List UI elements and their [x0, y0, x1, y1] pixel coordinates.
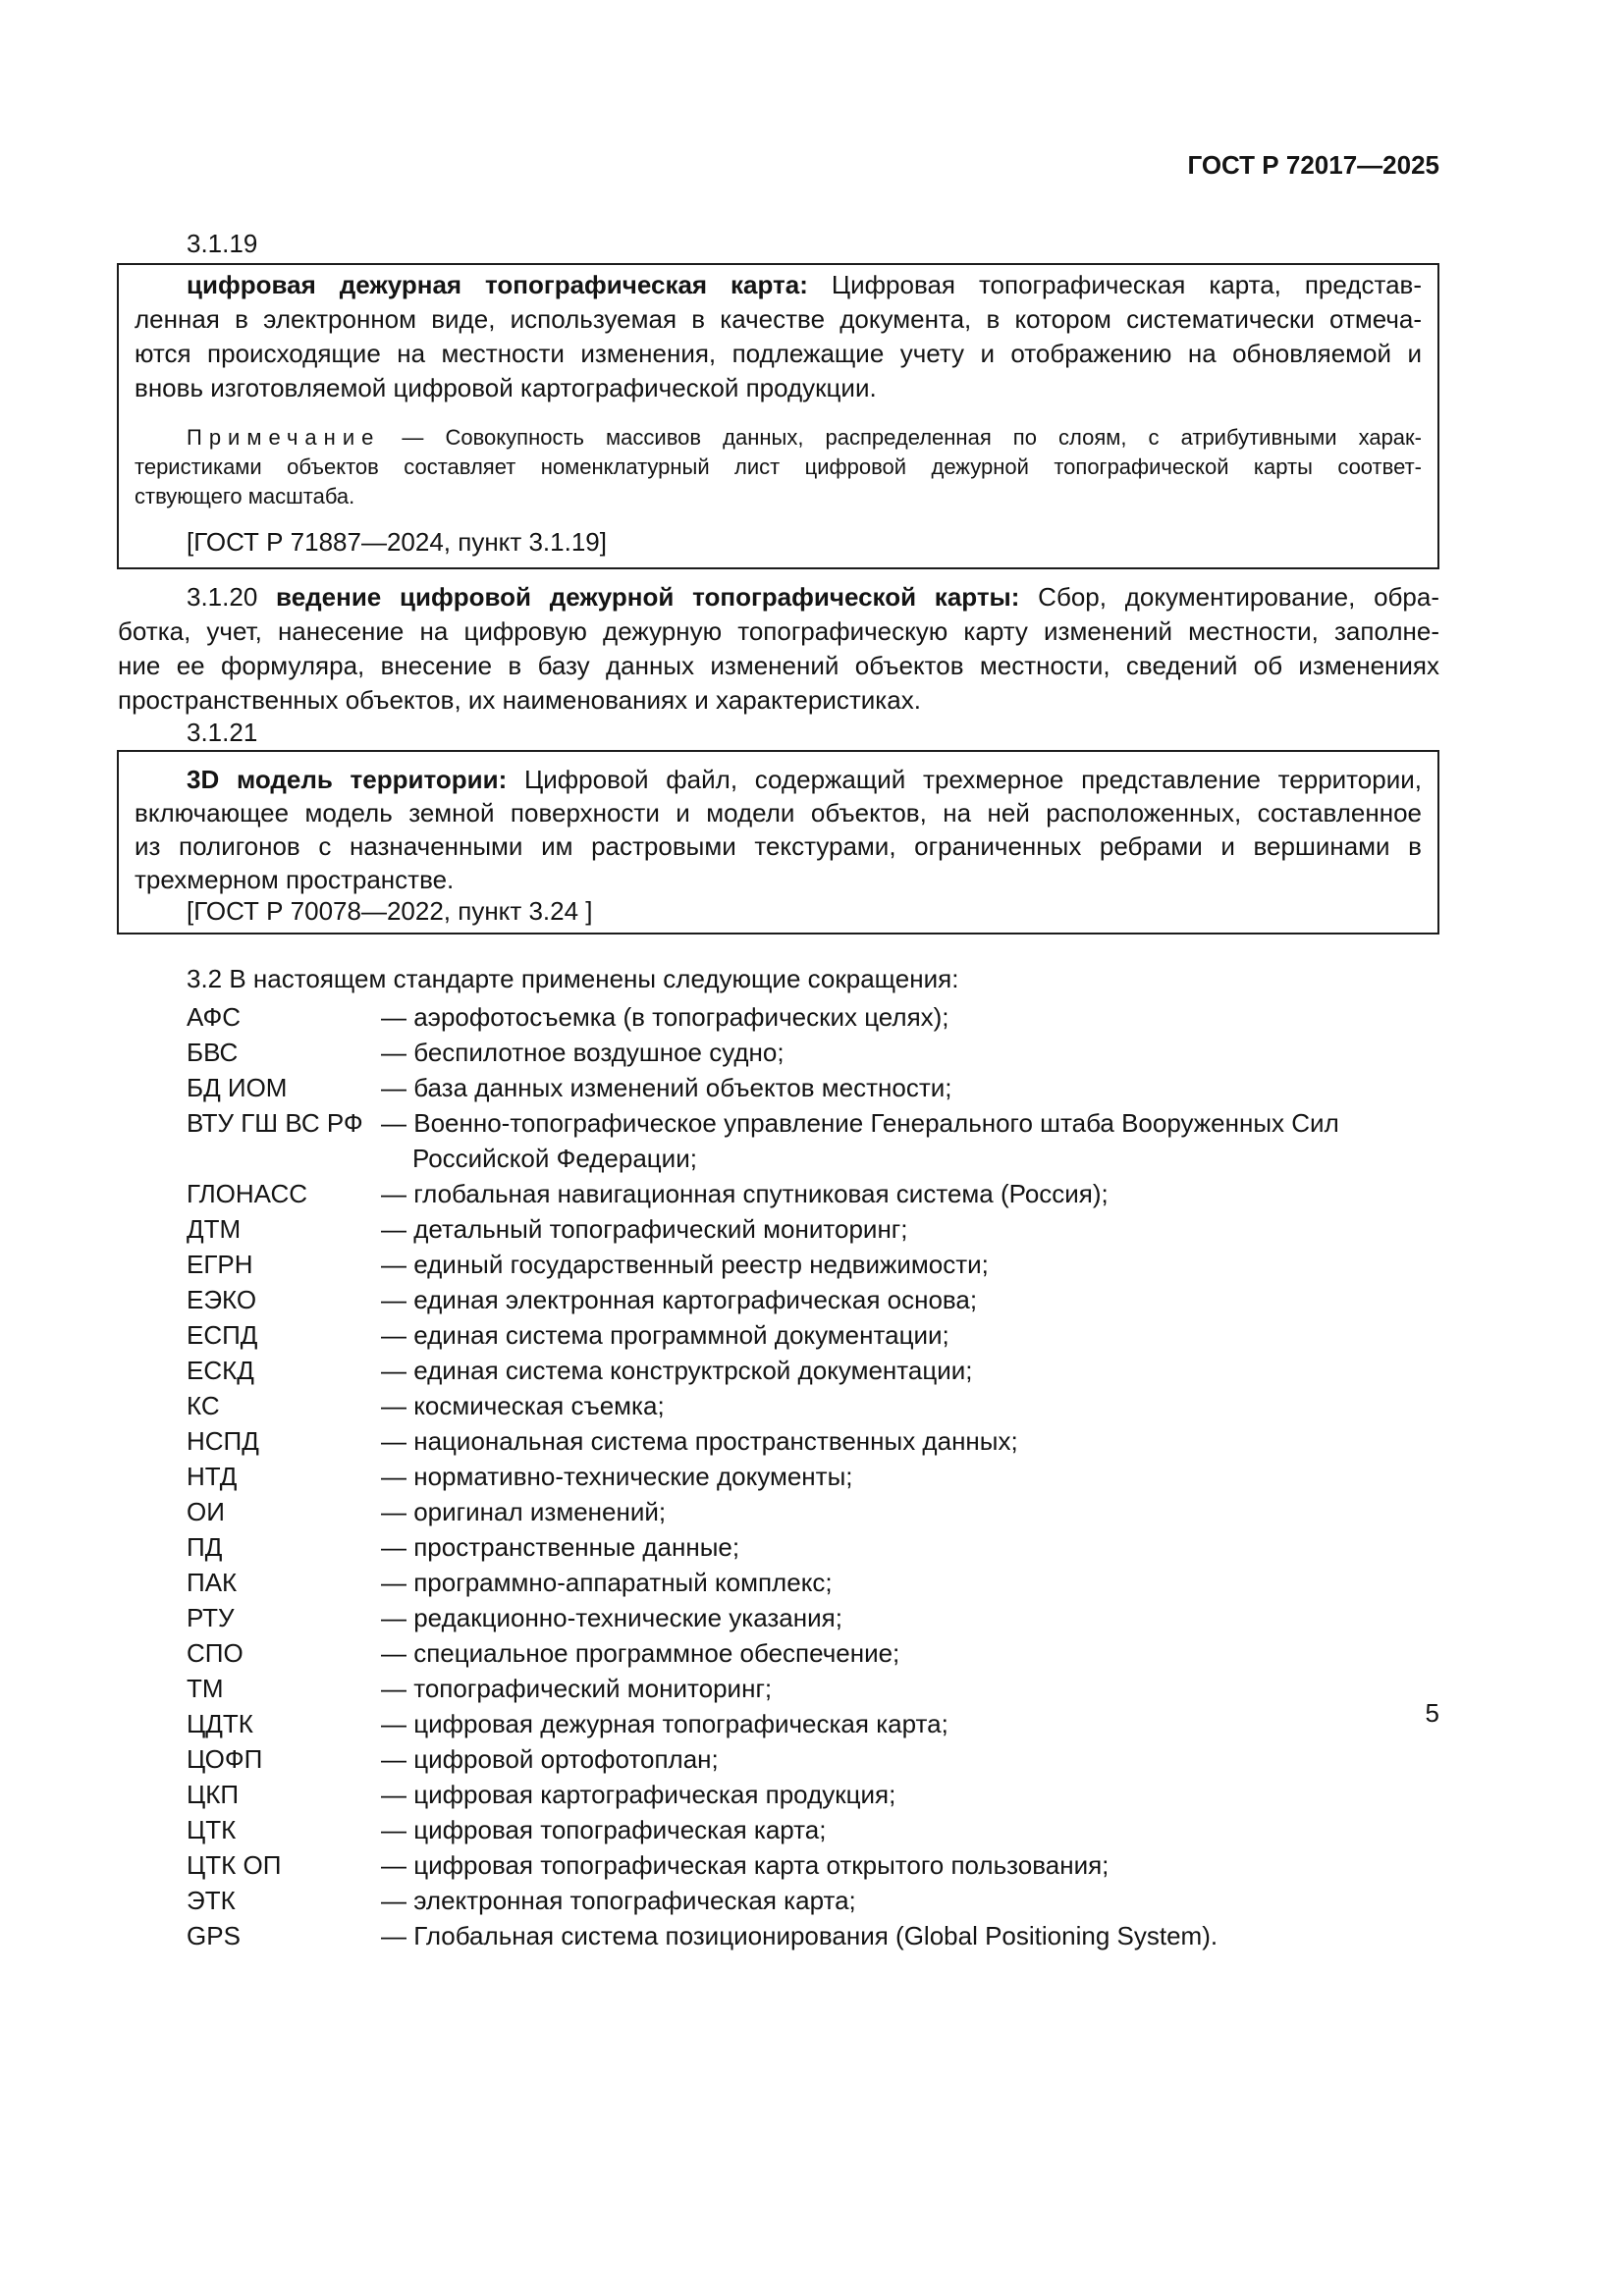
document-number-header-content — [1187, 147, 1439, 183]
abbreviation-definition-line-content — [381, 1423, 1018, 1459]
abbreviation: АФС — [187, 1002, 242, 1032]
abbreviation-definition-line — [381, 1247, 1439, 1282]
abbreviation-cell — [187, 1105, 381, 1141]
abbreviation-definition-line-content — [381, 1317, 949, 1353]
abbreviation-row — [0, 1070, 1624, 1105]
abbreviation: НСПД — [187, 1426, 259, 1456]
source-reference-line-content — [187, 893, 593, 929]
note-line-content — [135, 482, 354, 511]
abbreviation-row — [0, 1247, 1624, 1282]
abbreviation-cell-content — [187, 1847, 281, 1883]
abbreviation-definition-line — [381, 1070, 1439, 1105]
abbreviation-definition: — специальное программное обеспечение; — [381, 1638, 900, 1668]
abbreviation-definition: — база данных изменений объектов местности; — [381, 1073, 952, 1102]
note-label: Примечание — [187, 425, 381, 450]
term-number: 3.1.21 — [187, 718, 258, 747]
abbreviation-cell — [187, 1353, 381, 1388]
abbreviation-row — [0, 1635, 1624, 1671]
definition-line-content — [118, 648, 1439, 683]
definition-line — [187, 267, 1422, 302]
abbreviation-cell — [187, 1388, 381, 1423]
abbreviation-definition-line — [381, 1459, 1439, 1494]
abbreviation-definition: — единая система программной документации; — [381, 1320, 949, 1350]
abbreviation-cell-content — [187, 1211, 241, 1247]
abbreviation-definition-line — [381, 1353, 1439, 1388]
abbreviation-definition-line-content — [381, 1741, 719, 1777]
abbreviation-definition: — Глобальная система позиционирования (Global Positioning System). — [381, 1921, 1218, 1950]
definition-line-content — [135, 370, 877, 405]
abbreviation: ГЛОНАСС — [187, 1179, 308, 1208]
definition-text: пространственных объектов, их наименованиях и характеристиках. — [118, 685, 921, 715]
abbreviation: ЕСПД — [187, 1320, 258, 1350]
abbreviation-definition-line — [381, 1565, 1439, 1600]
abbreviation-definition-line — [381, 1741, 1439, 1777]
abbreviation-definition-line — [381, 1812, 1439, 1847]
abbreviation-definition-line — [381, 1635, 1439, 1671]
note-line — [135, 482, 1422, 511]
abbreviation-cell-content — [187, 1282, 256, 1317]
definition-text: ленная в электронном виде, используемая в качестве документа, в котором систематически отмеча- — [135, 304, 1422, 334]
abbreviation-cell — [187, 1777, 381, 1812]
abbreviation-cell — [187, 1459, 381, 1494]
abbreviation-definition: — Военно-топографическое управление Генерального штаба Вооруженных Сил — [381, 1108, 1339, 1138]
abbreviation-cell — [187, 1211, 381, 1247]
abbreviation-definition: — космическая съемка; — [381, 1391, 665, 1420]
abbreviations-intro: 3.2 В настоящем стандарте применены следующие сокращения: — [187, 964, 959, 993]
definition-text: ются происходящие на местности изменения, подлежащие учету и отображению на обновляемой и — [135, 339, 1422, 368]
note-line — [187, 423, 1422, 453]
abbreviation-definition-line-content — [381, 1847, 1109, 1883]
definition-text: Цифровая топографическая карта, представ- — [831, 270, 1422, 299]
abbreviation-cell — [187, 1176, 381, 1211]
abbreviation: ЕГРН — [187, 1250, 253, 1279]
abbreviation-cell-content — [187, 1600, 235, 1635]
abbreviation-cell — [187, 1247, 381, 1282]
abbreviation-cell — [187, 1635, 381, 1671]
definition-line — [135, 370, 1422, 405]
abbreviation-definition: — цифровая картографическая продукция; — [381, 1780, 896, 1809]
abbreviation-row — [0, 1423, 1624, 1459]
abbreviation-cell — [187, 1741, 381, 1777]
abbreviation-cell-content — [187, 1353, 254, 1388]
abbreviation-row — [0, 1565, 1624, 1600]
abbreviation: ЦТК ОП — [187, 1850, 282, 1880]
definition-line — [135, 795, 1422, 830]
abbreviation-definition-line-content — [381, 1918, 1218, 1953]
abbreviation-definition: — единый государственный реестр недвижимости; — [381, 1250, 989, 1279]
abbreviation-definition-line — [381, 1847, 1439, 1883]
abbreviation-definition-line — [381, 1282, 1439, 1317]
abbreviation-definition-line — [381, 1600, 1439, 1635]
term-number: 3.1.20 — [187, 582, 258, 612]
abbreviation-definition-line — [381, 1176, 1439, 1211]
source-reference: [ГОСТ Р 71887—2024, пункт 3.1.19] — [187, 527, 607, 557]
abbreviation-row — [0, 1317, 1624, 1353]
abbreviation-definition-line — [381, 1423, 1439, 1459]
abbreviation-cell — [187, 1812, 381, 1847]
abbreviation-cell-content — [187, 1105, 363, 1141]
definition-line — [187, 579, 1439, 614]
abbreviation-definition-line-content — [381, 1353, 973, 1388]
abbreviation-cell — [187, 1529, 381, 1565]
definition-line — [118, 614, 1439, 649]
abbreviation-cell-content — [187, 1035, 238, 1070]
abbreviation-cell-content — [187, 1494, 225, 1529]
abbreviation-definition-line-content — [381, 1105, 1339, 1141]
abbreviation-cell-content — [187, 1529, 222, 1565]
abbreviation-cell-content — [187, 1423, 259, 1459]
abbreviation-definition-line-content — [412, 1141, 697, 1176]
abbreviation-definition-line — [381, 1777, 1439, 1812]
definition-text: Цифровой файл, содержащий трехмерное представление территории, — [524, 765, 1422, 794]
abbreviation-definition: — программно-аппаратный комплекс; — [381, 1568, 833, 1597]
document-number-header — [117, 147, 1439, 183]
abbreviation-definition-line-content — [381, 1600, 842, 1635]
definition-text: трехмерном пространстве. — [135, 865, 455, 894]
abbreviation-definition: — единая электронная картографическая основа; — [381, 1285, 978, 1314]
definition-text: вновь изготовляемой цифровой картографической продукции. — [135, 373, 877, 402]
definition-line — [135, 301, 1422, 337]
abbreviation-definition-line-content — [381, 1070, 951, 1105]
abbreviation-cell-content — [187, 1918, 241, 1953]
page-number-line — [117, 1695, 1439, 1731]
definition-line-content — [118, 614, 1439, 649]
abbreviation-cell — [187, 1883, 381, 1918]
note-text: — Совокупность массивов данных, распределенная по слоям, с атрибутивными харак- — [402, 425, 1422, 450]
abbreviation-cell — [187, 1600, 381, 1635]
abbreviation-definition-line-content — [381, 1883, 856, 1918]
abbreviation-row — [0, 1035, 1624, 1070]
abbreviation-row — [0, 1847, 1624, 1883]
abbreviation-row — [0, 1741, 1624, 1777]
abbreviation: БВС — [187, 1038, 239, 1067]
source-reference-line — [187, 893, 1422, 929]
abbreviation: ЕСКД — [187, 1356, 254, 1385]
abbreviation-cell-content — [187, 1388, 220, 1423]
abbreviation-definition-line-content — [381, 1494, 666, 1529]
term-title: ведение цифровой дежурной топографической карты: — [276, 582, 1020, 612]
abbreviation-definition-line-content — [381, 1176, 1109, 1211]
abbreviation-definition-line-content — [381, 999, 949, 1035]
abbreviation-cell — [187, 999, 381, 1035]
abbreviation-cell-content — [187, 1070, 287, 1105]
abbreviation-row — [0, 1105, 1624, 1176]
abbreviation-cell — [187, 1494, 381, 1529]
abbreviation-definition-line-content — [381, 1812, 826, 1847]
definition-line-content — [135, 862, 454, 897]
abbreviation-definition: — электронная топографическая карта; — [381, 1886, 856, 1915]
abbreviation-cell-content — [187, 1741, 262, 1777]
abbreviation-row — [0, 1918, 1624, 1953]
abbreviation-cell — [187, 1423, 381, 1459]
abbreviation-cell-content — [187, 1777, 239, 1812]
abbreviation-definition-line — [381, 1317, 1439, 1353]
definition-line-content — [135, 795, 1422, 830]
abbreviation: ЦДТК — [187, 1709, 253, 1738]
abbreviation: ПД — [187, 1532, 223, 1562]
abbreviation-row — [0, 1529, 1624, 1565]
page-number: 5 — [1425, 1698, 1439, 1728]
abbreviation-definition-line — [381, 1035, 1439, 1070]
abbreviation-definition-line-content — [381, 1565, 833, 1600]
abbreviation-cell-content — [187, 1176, 307, 1211]
term-number-line-content — [187, 715, 257, 750]
abbreviation-cell-content — [187, 1812, 236, 1847]
definition-line — [187, 762, 1422, 797]
abbreviation-cell — [187, 1035, 381, 1070]
abbreviation-definition-line — [381, 1211, 1439, 1247]
abbreviation: ДТМ — [187, 1214, 242, 1244]
abbreviation: ТМ — [187, 1674, 224, 1703]
abbreviation-cell — [187, 1847, 381, 1883]
abbreviation-definition: — цифровая дежурная топографическая карта; — [381, 1709, 948, 1738]
abbreviation-definition: — пространственные данные; — [381, 1532, 740, 1562]
abbreviation-definition: — цифровой ортофотоплан; — [381, 1744, 719, 1774]
abbreviation: ЭТК — [187, 1886, 236, 1915]
term-number-line — [187, 715, 579, 750]
abbreviation: КС — [187, 1391, 220, 1420]
abbreviation-definition: — цифровая топографическая карта; — [381, 1815, 827, 1844]
abbreviation: GPS — [187, 1921, 241, 1950]
definition-line-content — [135, 828, 1422, 864]
abbreviation: БД ИОМ — [187, 1073, 288, 1102]
definition-text: ботка, учет, нанесение на цифровую дежурную топографическую карту изменений местности, заполне- — [118, 616, 1439, 646]
document-number: ГОСТ Р 72017—2025 — [1187, 150, 1439, 180]
abbreviation-definition-line-content — [381, 1247, 989, 1282]
abbreviation-row — [0, 1600, 1624, 1635]
abbreviations-intro-line-content — [187, 961, 958, 996]
abbreviation-definition: — глобальная навигационная спутниковая система (Россия); — [381, 1179, 1109, 1208]
abbreviation-cell-content — [187, 1317, 257, 1353]
abbreviation-cell — [187, 1070, 381, 1105]
abbreviation: ЦКП — [187, 1780, 240, 1809]
abbreviation-definition: — национальная система пространственных данных; — [381, 1426, 1018, 1456]
abbreviation-definition: — цифровая топографическая карта открытого пользования; — [381, 1850, 1110, 1880]
source-reference-line-content — [187, 524, 607, 560]
definition-line-content — [135, 301, 1422, 337]
abbreviation-cell-content — [187, 1459, 237, 1494]
abbreviation-row — [0, 1211, 1624, 1247]
abbreviation: ВТУ ГШ ВС РФ — [187, 1108, 363, 1138]
source-reference: [ГОСТ Р 70078—2022, пункт 3.24 ] — [187, 896, 593, 926]
note-line-content — [135, 453, 1422, 482]
abbreviation-definition-line-content — [381, 1635, 899, 1671]
term-title: цифровая дежурная топографическая карта: — [187, 270, 808, 299]
abbreviation-row — [0, 1353, 1624, 1388]
abbreviation: СПО — [187, 1638, 244, 1668]
abbreviation-definition-line — [381, 1883, 1439, 1918]
abbreviation: ЕЭКО — [187, 1285, 257, 1314]
abbreviation-definition-line — [381, 1494, 1439, 1529]
abbreviation-cell — [187, 1317, 381, 1353]
note-text: ствующего масштаба. — [135, 484, 355, 508]
abbreviation: НТД — [187, 1462, 238, 1491]
abbreviation-definition-line-content — [381, 1211, 908, 1247]
abbreviation-row — [0, 1282, 1624, 1317]
abbreviation-definition: — детальный топографический мониторинг; — [381, 1214, 908, 1244]
abbreviation-cell-content — [187, 1883, 236, 1918]
definition-line — [118, 682, 1439, 718]
abbreviation-definition-line-content — [381, 1035, 785, 1070]
term-number: 3.1.19 — [187, 229, 258, 258]
definition-line — [118, 648, 1439, 683]
abbreviation: ОИ — [187, 1497, 225, 1526]
abbreviation: ЦТК — [187, 1815, 237, 1844]
note-line-content — [187, 423, 1422, 453]
abbreviation-row — [0, 1777, 1624, 1812]
abbreviation-cell — [187, 1565, 381, 1600]
abbreviation-definition: — нормативно-технические документы; — [381, 1462, 853, 1491]
abbreviation-definition: — беспилотное воздушное судно; — [381, 1038, 785, 1067]
abbreviation-row — [0, 1459, 1624, 1494]
abbreviation-cell-content — [187, 999, 241, 1035]
abbreviation-definition-line — [381, 1918, 1439, 1953]
abbreviation-definition-line-content — [381, 1388, 665, 1423]
definition-line — [135, 862, 1422, 897]
abbreviation-row — [0, 1812, 1624, 1847]
abbreviation-row — [0, 1883, 1624, 1918]
definition-text: включающее модель земной поверхности и модели объектов, на ней расположенных, составленное — [135, 798, 1422, 828]
abbreviation-cell-content — [187, 1565, 237, 1600]
abbreviation-definition-line — [381, 1388, 1439, 1423]
term-number-line-content — [187, 226, 257, 261]
definition-line-content — [187, 579, 1439, 614]
note-text: теристиками объектов составляет номенклатурный лист цифровой дежурной топографической карты соответ- — [135, 454, 1422, 479]
abbreviation-row — [0, 999, 1624, 1035]
abbreviation-definition-line-content — [381, 1459, 852, 1494]
note-line — [135, 453, 1422, 482]
definition-text: ние ее формуляра, внесение в базу данных изменений объектов местности, сведений об изменениях — [118, 651, 1439, 680]
abbreviation-cell-content — [187, 1635, 244, 1671]
source-reference-line — [187, 524, 1422, 560]
definition-line — [135, 336, 1422, 371]
abbreviation: ПАК — [187, 1568, 238, 1597]
page-number-line-content — [1426, 1695, 1439, 1731]
abbreviation-definition-line-content — [381, 1529, 739, 1565]
abbreviation-definition: — топографический мониторинг; — [381, 1674, 773, 1703]
definition-text: из полигонов с назначенными им растровыми текстурами, ограниченных ребрами и вершинами в — [135, 831, 1422, 861]
abbreviation-row — [0, 1494, 1624, 1529]
definition-line-content — [187, 267, 1422, 302]
abbreviation-definition-line — [381, 999, 1439, 1035]
abbreviation: РТУ — [187, 1603, 235, 1632]
abbreviation-cell — [187, 1918, 381, 1953]
term-number-line — [187, 226, 579, 261]
definition-line-content — [187, 762, 1422, 797]
definition-line-content — [135, 336, 1422, 371]
term-title: 3D модель территории: — [187, 765, 508, 794]
abbreviation-row — [0, 1388, 1624, 1423]
abbreviation-definition-line-content — [381, 1777, 895, 1812]
abbreviation-definition-line-content — [381, 1282, 977, 1317]
abbreviation-definition-line — [381, 1529, 1439, 1565]
abbreviation-definition-line — [412, 1141, 1439, 1176]
abbreviation-row — [0, 1176, 1624, 1211]
abbreviations-intro-line — [187, 961, 1439, 996]
abbreviation-cell — [187, 1282, 381, 1317]
abbreviation-cell-content — [187, 1247, 253, 1282]
definition-line-content — [118, 682, 921, 718]
abbreviation-definition: Российской Федерации; — [412, 1144, 697, 1173]
abbreviation: ЦОФП — [187, 1744, 263, 1774]
abbreviation-definition: — аэрофотосъемка (в топографических целях); — [381, 1002, 949, 1032]
abbreviation-definition-line — [381, 1105, 1439, 1141]
abbreviation-definition: — редакционно-технические указания; — [381, 1603, 842, 1632]
definition-line — [135, 828, 1422, 864]
abbreviation-definition: — оригинал изменений; — [381, 1497, 667, 1526]
abbreviation-definition: — единая система конструктрской документации; — [381, 1356, 973, 1385]
definition-text: Сбор, документирование, обра- — [1038, 582, 1439, 612]
